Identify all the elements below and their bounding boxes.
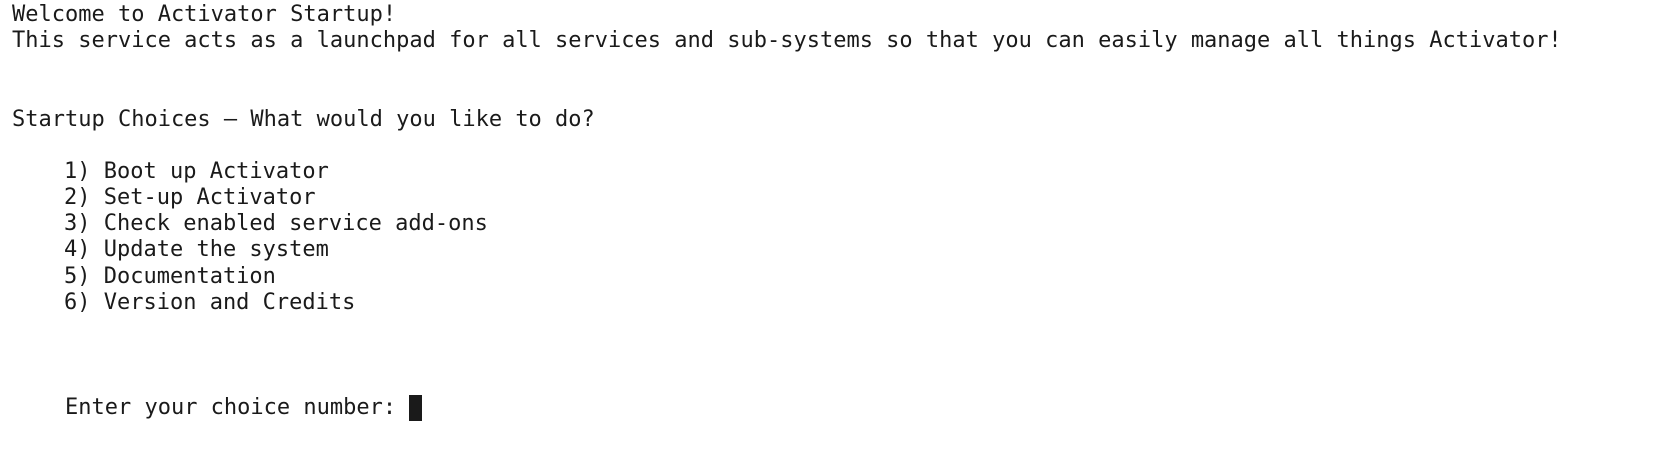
prompt-label: Enter your choice number: <box>64 395 410 420</box>
text-cursor <box>409 395 422 421</box>
description-line: This service acts as a launchpad for all services and sub-systems so that you can easily manage all things Activator! <box>12 28 1562 53</box>
menu-item-version-credits: 6) Version and Credits <box>64 290 356 315</box>
menu-item-documentation: 5) Documentation <box>64 264 276 289</box>
welcome-line: Welcome to Activator Startup! <box>12 2 397 27</box>
menu-item-update-system: 4) Update the system <box>64 237 329 262</box>
menu-item-boot-up: 1) Boot up Activator <box>64 159 329 184</box>
menu-item-check-add-ons: 3) Check enabled service add-ons <box>64 211 488 236</box>
choice-prompt[interactable] <box>12 369 422 420</box>
menu-heading: Startup Choices – What would you like to do? <box>12 107 595 132</box>
menu-item-set-up: 2) Set-up Activator <box>64 185 316 210</box>
